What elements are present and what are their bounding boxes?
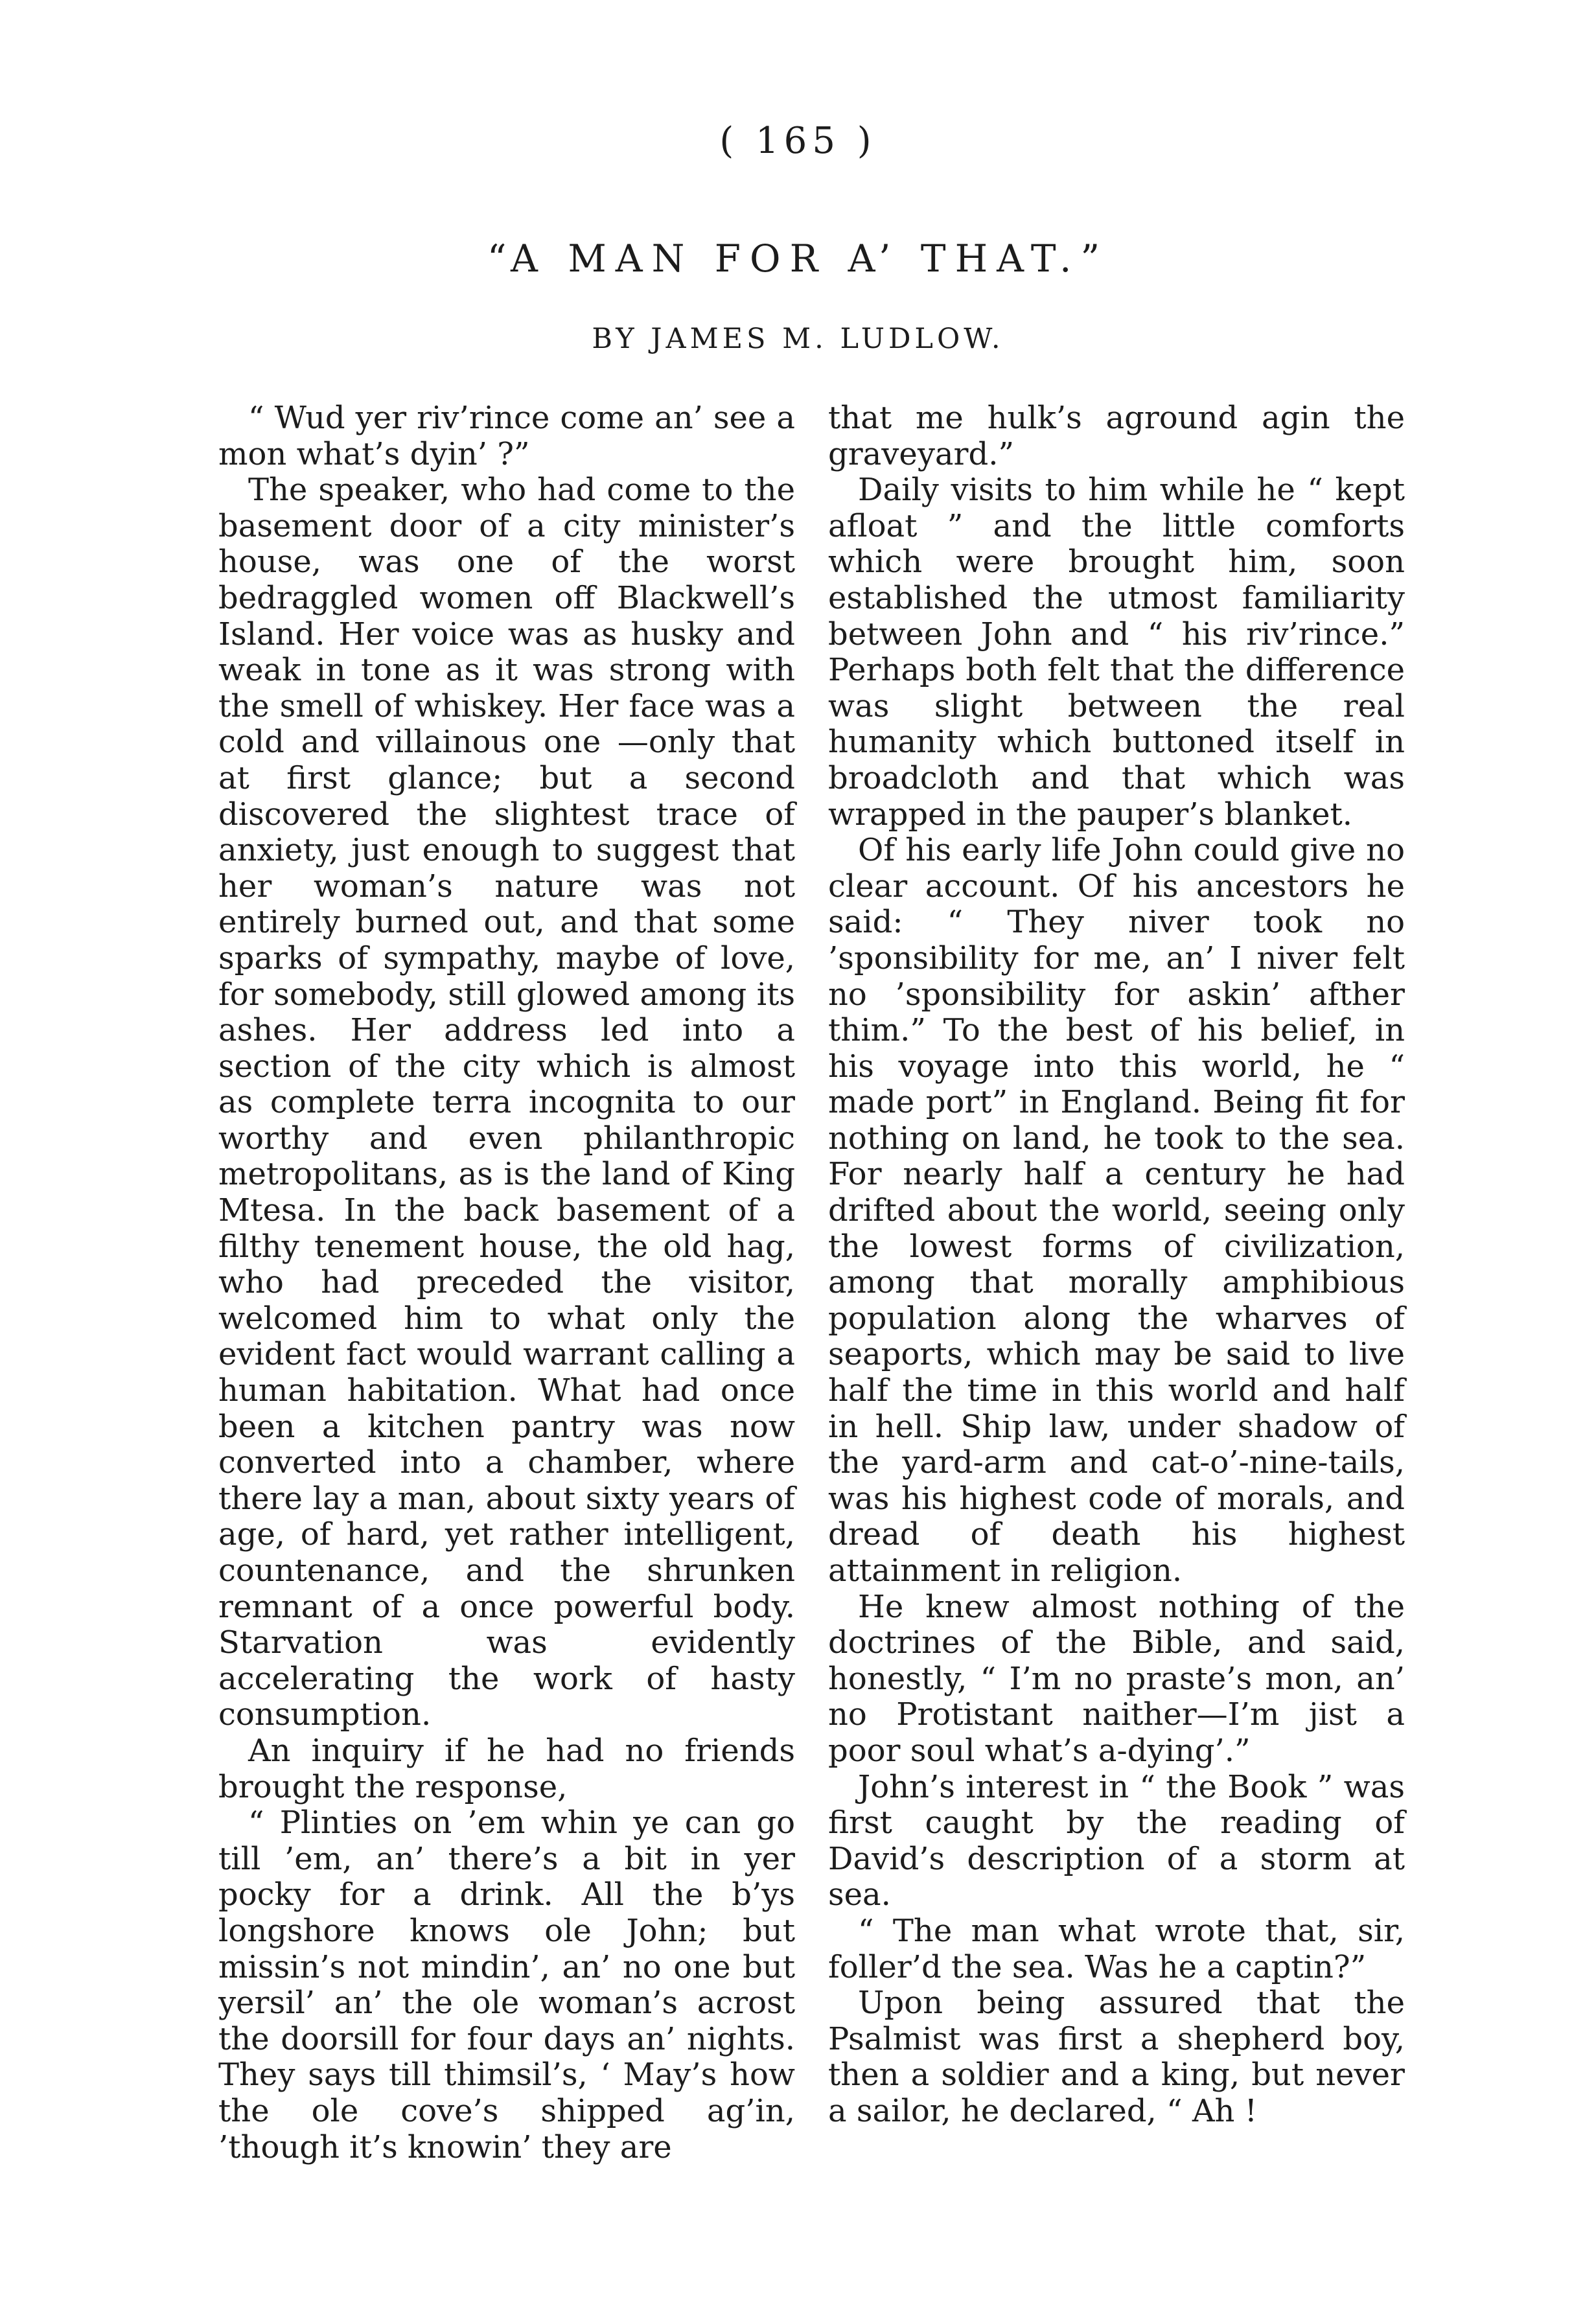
- paragraph: “ The man what wrote that, sir, foller’d the sea. Was he a captin?”: [828, 1912, 1405, 1985]
- paragraph: John’s interest in “ the Book ” was first caught by the reading of David’s description of a storm at sea.: [828, 1768, 1405, 1913]
- paragraph: “ Wud yer riv’rince come an’ see a mon what’s dyin’ ?”: [218, 400, 795, 472]
- paragraph: Upon being assured that the Psalmist was first a shepherd boy, then a soldier and a king, but never a sailor, he declared, “ Ah !: [828, 1985, 1405, 2129]
- page-number: ( 165 ): [719, 120, 877, 162]
- paragraph: He knew almost nothing of the doctrines of the Bible, and said, honestly, “ I’m no praste’s mon, an’ no Protistant naither—I’m jist a poor soul what’s a-dying’.”: [828, 1588, 1405, 1769]
- paragraph: Daily visits to him while he “ kept afloat ” and the little comforts which were brought him, soon established the utmost familiarity between John and “ his riv’rince.” Perhaps both felt that the difference was slight between the real humanity which buttoned itself in broadcloth and that which was wrapped in the pauper’s blanket.: [828, 472, 1405, 833]
- paragraph: The speaker, who had come to the basement door of a city minister’s house, was one of the worst bedraggled women off Blackwell’s Island. Her voice was as husky and weak in tone as it was strong with the smell of whiskey. Her face was a cold and villainous one —only that at first glance; but a second discovered the slightest trace of anxiety, just enough to suggest that her woman’s nature was not entirely burned out, and that some sparks of sympathy, maybe of love, for somebody, still glowed among its ashes. Her address led into a section of the city which is almost as complete terra incognita to our worthy and even philanthropic metropolitans, as is the land of King Mtesa. In the back basement of a filthy tenement house, the old hag, who had preceded the visitor, welcomed him to what only the evident fact would warrant calling a human habitation. What had once been a kitchen pantry was now converted into a chamber, where there lay a man, about sixty years of age, of hard, yet rather intelligent, countenance, and the shrunken remnant of a once powerful body. Starvation was evidently accelerating the work of hasty consumption.: [218, 472, 795, 1733]
- paragraph: An inquiry if he had no friends brought the response,: [218, 1732, 795, 1805]
- left-column: [218, 400, 795, 2165]
- author-byline: BY JAMES M. LUDLOW.: [592, 323, 1004, 355]
- paragraph-continued: that me hulk’s aground agin the graveyard.”: [828, 400, 1405, 472]
- article-title: “A MAN FOR A’ THAT.”: [487, 237, 1109, 281]
- right-column: [828, 400, 1405, 2130]
- paragraph: Of his early life John could give no clear account. Of his ancestors he said: “ They niver took no ’sponsibility for me, an’ I niver felt no ’sponsibility for askin’ afther thim.” To the best of his belief, in his voyage into this world, he “ made port” in England. Being fit for nothing on land, he took to the sea. For nearly half a century he had drifted about the world, seeing only the lowest forms of civilization, among that morally amphibious population along the wharves of seaports, which may be said to live half the time in this world and half in hell. Ship law, under shadow of the yard-arm and cat-o’-nine-tails, was his highest code of morals, and dread of death his highest attainment in religion.: [828, 832, 1405, 1589]
- paragraph: “ Plinties on ’em whin ye can go till ’em, an’ there’s a bit in yer pocky for a drink. All the b’ys longshore knows ole John; but missin’s not mindin’, an’ no one but yersil’ an’ the ole woman’s acrost the doorsill for four days an’ nights. They says till thimsil’s, ‘ May’s how the ole cove’s shipped ag’in, ’though it’s knowin’ they are: [218, 1805, 795, 2165]
